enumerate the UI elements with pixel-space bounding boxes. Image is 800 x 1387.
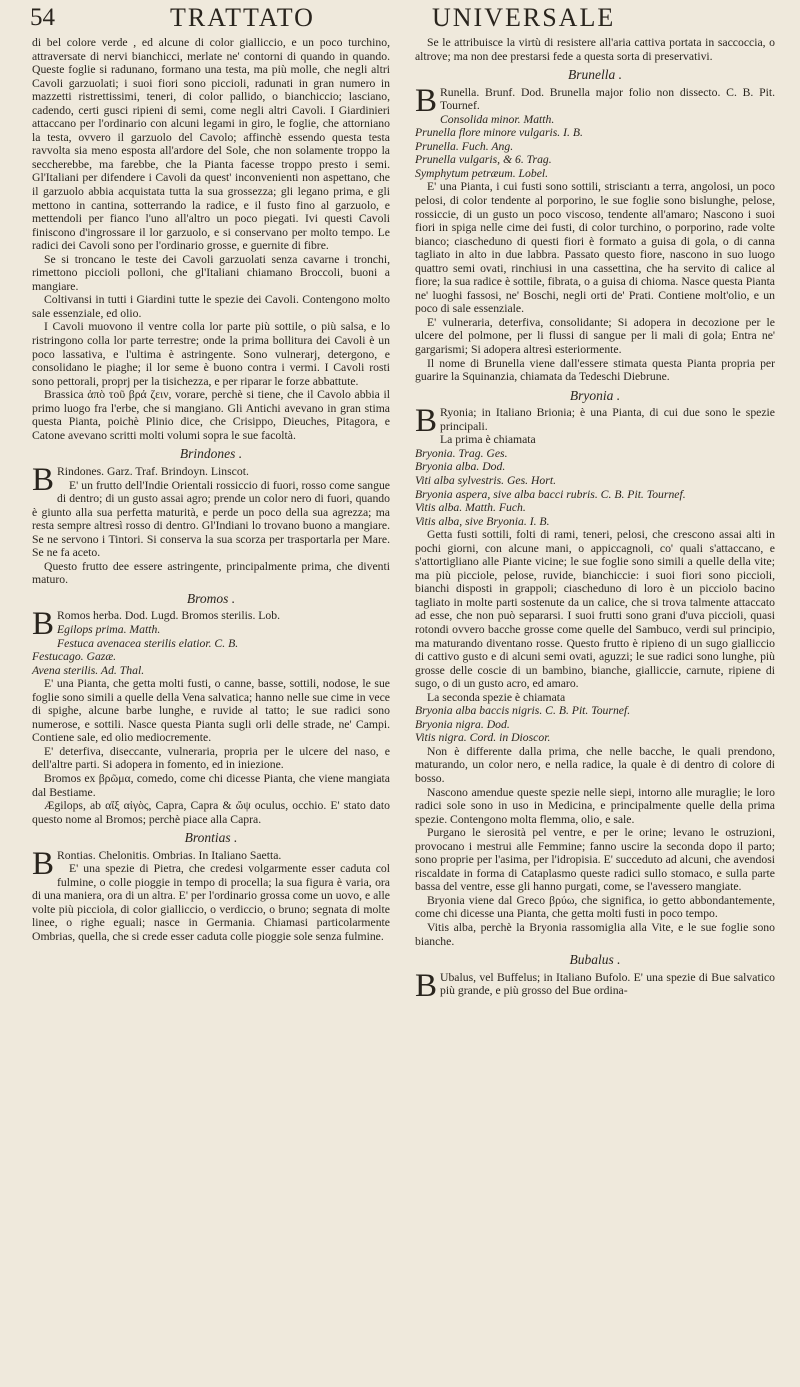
entry-lead-text: Romos herba. Dod. Lugd. Bromos sterilis. Lob.	[57, 609, 281, 623]
synonym-line: Bryonia aspera, sive alba bacci rubris. C. B. Pit. Tournef.	[415, 487, 686, 501]
left-column	[32, 36, 390, 944]
brindones-paragraph: Questo frutto dee essere astringente, principalmente prima, che diventi maturo.	[32, 559, 390, 587]
dropcap: B	[415, 403, 438, 440]
synonym-line: Bryonia alba. Dod.	[415, 460, 506, 474]
synonym-line: Egilops prima. Matth.	[57, 622, 161, 636]
entry-heading-brontias: Brontias .	[184, 830, 238, 846]
bryonia-paragraph: Purgano le sierosità pel ventre, e per le orine; levano le ostruzioni, provocano i mestrui alle Femmine; fanno uscire la seconda dopo il parto; sono proprie per l'asima, per l'idropisia. E' succeduto ad alcuni, che avendosi riscaldate in forma di Cataplasmo queste radici sullo stomaco, e sulla parte bassa del ventre, esse gli hanno purgati, come, se l'avessero mangiate.	[415, 826, 775, 894]
cavoli-paragraph: Coltivansi in tutti i Giardini tutte le spezie dei Cavoli. Contengono molto sale essenziale, ed olio.	[32, 293, 390, 320]
entry-lead-text: Ryonia; in Italiano Brionia; è una Pianta, di cui due sono le spezie principali.	[440, 406, 775, 433]
bryonia-paragraph: Getta fusti sottili, folti di rami, teneri, pelosi, che crescono assai alti in pochi giorni, con alcune mani, o appiccagnoli, co' quali s'attaccano, e s'attortigliano alle Piante vicine; le sue foglie sono simili a quelle della vite; ma più picciole, pelose, ruvide, bianchiccie: i suoi fiori sono piccioli, bianchi disposti in grappoli; ciascheduno di loro è un picciolo bacino tagliato in molte parti sostenute da un calice, che si trova talmente attaccato ad esse, che non può separarsi. I suoi frutti sono grani d'uva piccioli, quasi rotondi ovvero bacche grosse come quelle del Sambuco, verdi sul principio, ma maturando diventano rosse. Questo frutto è ripieno di un sugo gialliccio di cattivo gusto e di alcuni semi ovati, aguzzi; le sue radici sono lunghe, più grosse delle coscie di un bambino, bianche, gialliccie, carnute, ripiene di sugo, o di un gusto acro, ed amaro.	[415, 528, 775, 691]
running-title-left: TRATTATO	[170, 3, 315, 32]
synonym-line: Consolida minor. Matth.	[440, 112, 555, 126]
entry-heading-bromos: Bromos .	[186, 590, 236, 606]
brunella-paragraph: Il nome di Brunella viene dall'essere stimata questa Pianta propria per guarire la Squinanzia, chiamata da Tedeschi Diebrune.	[415, 356, 775, 384]
running-head	[30, 4, 780, 38]
synonym-line: Vitis alba, sive Bryonia. I. B.	[415, 514, 550, 528]
synonym-line: Festucago. Gazæ.	[32, 650, 117, 664]
entry-heading-bubalus: Bubalus .	[569, 952, 621, 968]
bromos-paragraph: E' una Pianta, che getta molti fusti, o canne, basse, sottili, nodose, le sue foglie sono simili a quelle della Vena salvatica; hanno nelle sue cime in vece di spighe, alcune barbe lunghe, e ruvide al tatto; le sue radici sono numerose, e sottili. Nasce questa Pianta sugli orli delle strade, ne' Campi. Contiene sale, ed olio mediocremente.	[32, 677, 390, 745]
synonym-line: Prunella vulgaris, & 6. Trag.	[415, 153, 552, 167]
entry-lead-text: Rindones. Garz. Traf. Brindoyn. Linscot.	[57, 464, 249, 478]
intro-paragraph: Se le attribuisce la virtù di resistere all'aria cattiva portata in saccoccia, o altrove; ma non dee prestarsi fede a questa sorta di preservativi.	[415, 36, 775, 63]
bryonia-paragraph: Bryonia viene dal Greco βρύω, che significa, io getto abbondantemente, come chi dicesse una Pianta, che getta molti fusti in poco tempo.	[415, 893, 775, 921]
dropcap: B	[32, 461, 55, 498]
brindones-paragraph: E' un frutto dell'Indie Orientali rossiccio di fuori, rosso come sangue di dentro; di un gusto assai agro; prende un color nero di fuori, quando è giunto alla sua perfetta maturità, e perde un poco della sua agrezza; ma resta sempre altresì rosso di dentro. Gl'Indiani lo trovano buono a mangiare. Se ne servono i Tintori. Si conserva la sua scorza per trasportarla per Mare. Se ne fa aceto.	[32, 478, 390, 560]
bryonia-paragraph: Nascono amendue queste spezie nelle siepi, intorno alle muraglie; le loro radici sole sono in uso in Medicina, e principalmente quelle della prima spezie. Contengono molta flemma, olio, e sale.	[415, 785, 775, 826]
synonym-line: Bryonia alba baccis nigris. C. B. Pit. Tournef.	[415, 704, 631, 718]
brunella-paragraph: E' vulneraria, deterfiva, consolidante; Si adopera in decozione per le ulcere del polmone, per li flussi di sangue per li mali di gola; Entra ne' gargarismi; Si adopera altresì esteriormente.	[415, 315, 775, 357]
bryonia-paragraph: La seconda spezie è chiamata	[427, 690, 566, 704]
bryonia-paragraph: Non è differente dalla prima, che nelle bacche, le quali prendono, maturando, un color nero, e nella radice, la quale è di dentro di colore di bosso.	[415, 744, 775, 785]
brontias-paragraph: E' una spezie di Pietra, che credesi volgarmente esser caduta col fulmine, o colle pioggie in tempo di procella; la sua figura è varia, ora di una maniera, ora di un altra. E' per l'ordinario grossa come un uovo, e alle volte più picciola, di color gialliccio, o verdiccio, o bruno; segnata di molte linee, o righe eguali; nasce in Germania. Chiamasi particolarmente Ombrias, quella, che si crede esser caduta colle pioggie sole senza fulmine.	[32, 862, 390, 943]
synonym-line: Bryonia nigra. Dod.	[415, 717, 510, 731]
synonym-line: Symphytum petræum. Lobel.	[415, 166, 549, 180]
synonym-line: Viti alba sylvestris. Ges. Hort.	[415, 473, 556, 487]
synonym-line: Bryonia. Trag. Ges.	[415, 446, 508, 460]
cavoli-paragraph: Brassica ἀπὸ τοῦ βρά ζειν, vorare, perchè si tiene, che il Cavolo abbia il primo luogo fra l'erbe, che si mangiano. Gli Antichi avevano in gran stima questa Pianta, poichè Plinio dice, che Crisippo, Dieuches, Pitagora, e Catone avevano scritti molti volumi sopra le sue facoltà.	[32, 388, 390, 442]
running-title-right: UNIVERSALE	[432, 3, 616, 32]
cavoli-paragraph: I Cavoli muovono il ventre colla lor parte più sottile, o più salsa, e lo ristringono colla lor parte terrestre; onde la prima bollitura dei Cavoli è un poco lassativa, e l'ultima è astringente. Sono vulnerarj, detergono, e consolidano le piaghe; il lor seme è buono contra i vermi. I Cavoli rosti sono pettorali, proprj per la tisichezza, e per riparar le forze abbattute.	[32, 320, 390, 388]
cavoli-paragraph: Se si troncano le teste dei Cavoli garzuolati senza cavarne i tronchi, rimettono piccioli polloni, che gl'Italiani chiamano Broccoli, buoni a mangiare.	[32, 252, 390, 293]
entry-lead-bubalus	[415, 967, 775, 1004]
dropcap: B	[415, 967, 438, 1004]
brunella-paragraph: E' una Pianta, i cui fusti sono sottili, strisciantı a terra, angolosi, un poco pelosi, di color tendente al porporino, le sue foglie sono bislunghe, pelose, rossiccie, di un gusto un poco viscoso, tendente all'amaro; Nascono i suoi fiori in spiga nelle cime dei fusti, di color turchino, o porporino, rade volte bianco; ciascheduno di questi fiori è formato a guisa di gola, o di canna tagliato in alto in due labbra. Passato questo fiore, nascono in suo luogo quattro semi ovati, rinchiusi in una cassettina, che ha servito di calice al fiore; la sua radice è sottile, fibrata, o a guisa di chioma. Nasce questa Pianta ne' luoghi fassosi, ne' Boschi, negli orti de' Prati. Contiene molt'olio, e un poco di sale essenziale.	[415, 180, 775, 316]
dropcap: B	[415, 82, 438, 119]
synonym-line: Festuca avenacea sterilis elatior. C. B.	[57, 636, 239, 650]
bryonia-paragraph: Vitis alba, perchè la Bryonia rassomiglia alla Vite, e le sue foglie sono bianche.	[415, 921, 775, 948]
entry-lead-brontias	[32, 845, 390, 882]
entry-lead-text: Ubalus, vel Buffelus; in Italiano Bufolo. E' una spezie di Bue salvatico più grande, e più grosso del Bue ordina-	[440, 970, 775, 998]
dropcap: B	[32, 845, 55, 882]
entry-heading-brindones: Brindones .	[179, 446, 243, 462]
cavoli-paragraph: di bel colore verde , ed alcune di color gialliccio, e un poco turchino, attraversate di nervi bianchicci, merlate ne' contorni di quando in quando. Queste foglie si radunano, formano una testa, ma più molle, che negli altri Cavoli garzuolati; i suoi fiori sono piccioli, radunati in gran numero in mazzetti ristrettissimi, teneri, di color pallido, o bianchiccio; lasciano, cadendo, certi gusci ripieni di semi, come negli altri Cavoli. I Giardinieri attaccano per l'ordinario con alcuni legami in giro, le foglie, che attorniano la testa, ovvero il garzuolo del Cavolo; affinchè essendo questa testa ravvolta sia meno esposta all'ardore del Sole, che non solamente troppo la seccherebbe, ma farebbe, che la Pianta facesse troppo presto i semi. Gl'Italiani per difendere i Cavoli da quest' inconvenienti non aspettano, che il garzuolo abbia acquistata tutta la sua grossezza; gli legano prima, e gli mettono in cantina, sotterrando la radice, e il fusto fino al garzuolo, e mettendoli per fianco l'uno all'altro un poco piegati. Ivi questi Cavoli finiscono d'ingrossare il lor garzuolo, e si conservano per molto tempo. Le radici dei Cavoli sono per l'ordinario grosse, e guernite di fibre.	[32, 36, 390, 253]
right-column	[415, 36, 775, 1004]
dropcap: B	[32, 606, 55, 643]
bromos-paragraph: Bromos ex βρῶμα, comedo, come chi dicesse Pianta, che viene mangiata dal Bestiame.	[32, 771, 390, 799]
entry-heading-bryonia: Bryonia .	[569, 387, 621, 403]
entry-lead-text: Rontias. Chelonitis. Ombrias. In Italiano Saetta.	[57, 848, 282, 862]
entry-lead-brindones	[32, 461, 390, 498]
synonym-line: Prunella. Fuch. Ang.	[415, 139, 514, 153]
entry-lead-text: Runella. Brunf. Dod. Brunella major folio non dissecto. C. B. Pit. Tournef.	[440, 85, 775, 113]
page-number: 54	[30, 4, 55, 31]
synonym-line: Avena sterilis. Ad. Thal.	[32, 663, 145, 677]
entry-heading-brunella: Brunella .	[568, 67, 622, 83]
synonym-line: Vitis alba. Matth. Fuch.	[415, 501, 526, 515]
bryonia-line: La prima è chiamata	[440, 433, 536, 447]
synonym-line: Prunella flore minore vulgaris. I. B.	[415, 126, 583, 140]
synonym-line: Vitis nigra. Cord. in Dioscor.	[415, 731, 551, 745]
bromos-paragraph: Ægilops, ab αἴξ αἰγὸς, Capra, Capra & ὤψ oculus, occhio. E' stato dato questo nome al Bromos; perchè piace alla Capra.	[32, 799, 390, 826]
bromos-paragraph: E' deterfiva, diseccante, vulneraria, propria per le ulcere del naso, e dell'altre parti. Si adopera in fomento, ed in iniezione.	[32, 744, 390, 772]
